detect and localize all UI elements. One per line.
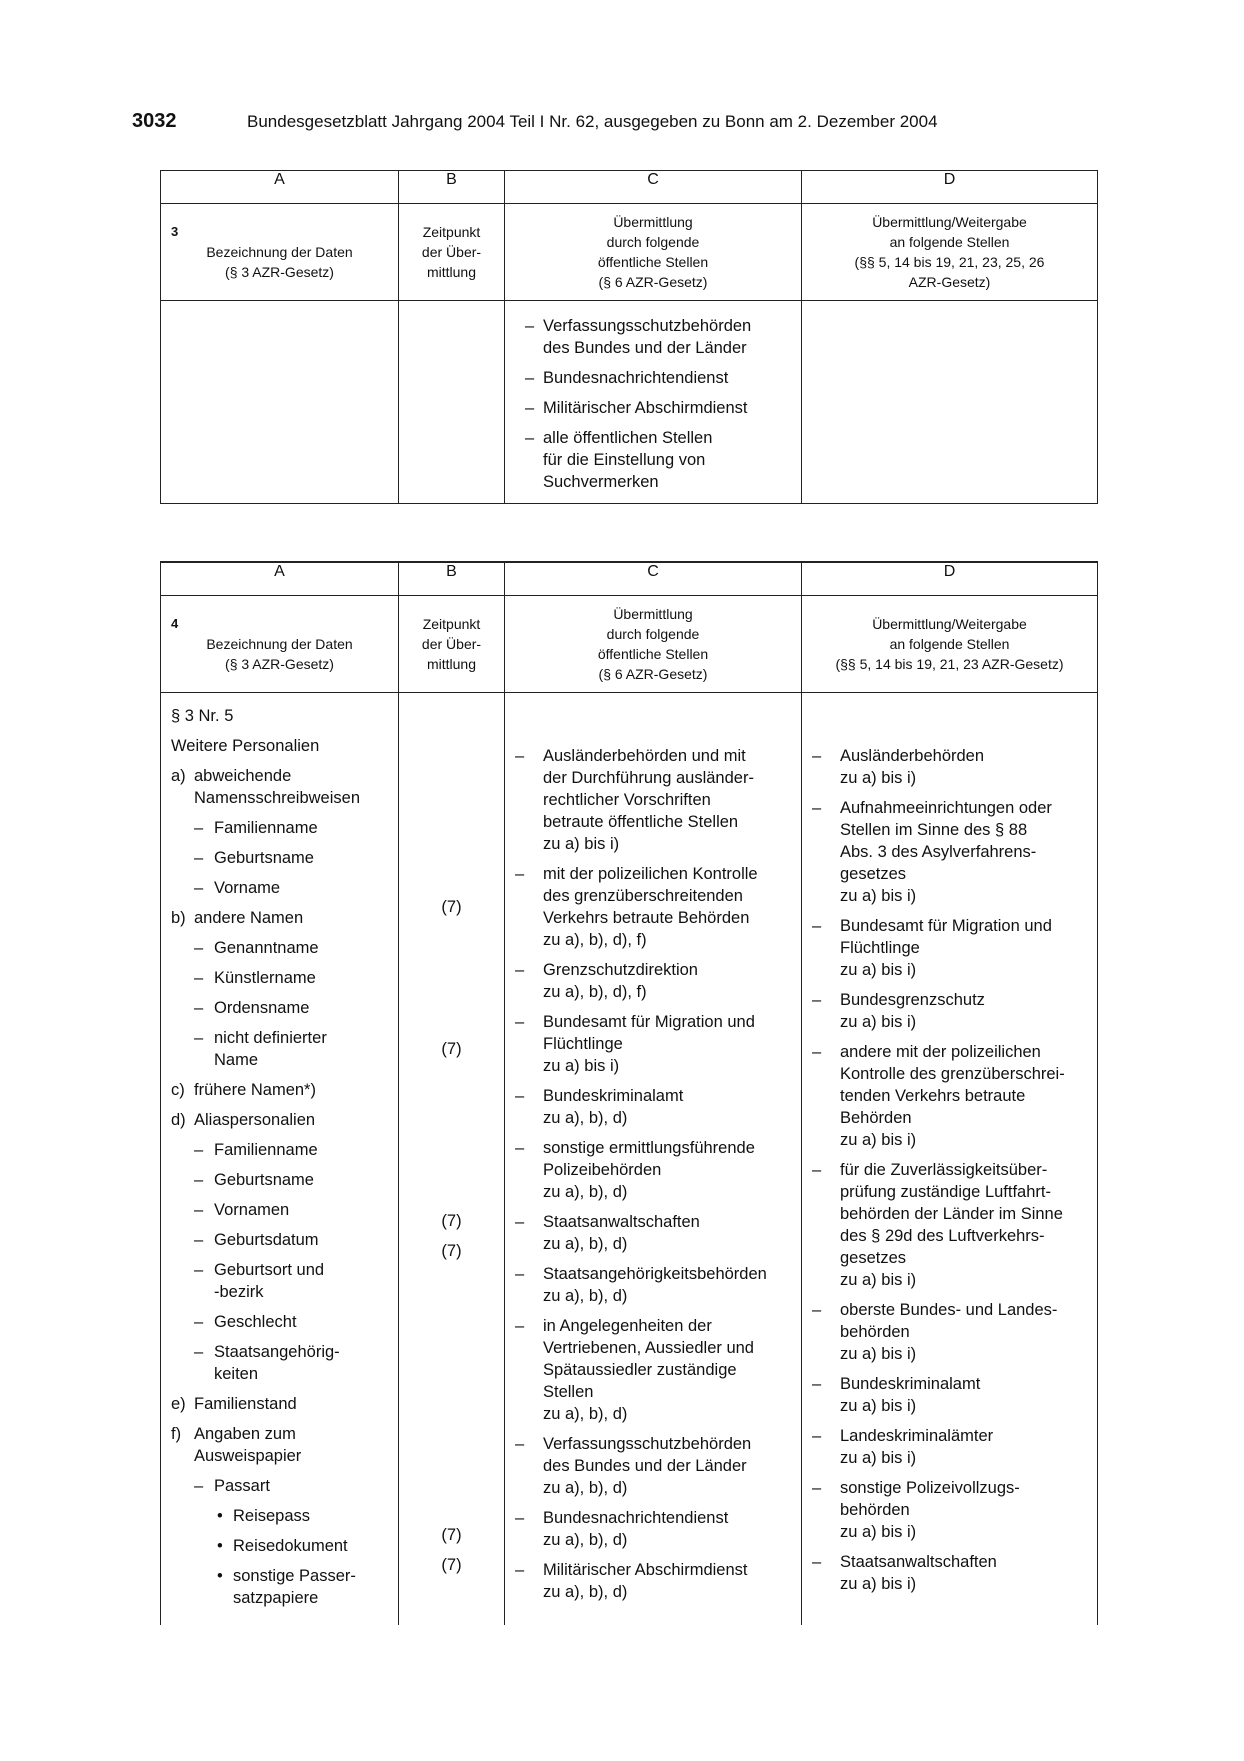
item-line: Bundesnachrichtendienst — [543, 369, 729, 387]
column-letter: B — [399, 562, 505, 596]
list-item — [515, 959, 795, 1003]
dash-marker: – — [525, 317, 535, 335]
item-line: Polizeibehörden — [543, 1161, 662, 1179]
data-item — [171, 817, 398, 839]
data-item — [171, 1423, 398, 1467]
list-item — [515, 367, 795, 389]
data-item — [171, 907, 398, 929]
col-c-cell — [505, 693, 802, 1626]
item-line: andere Namen — [194, 909, 304, 927]
item-line: keiten — [214, 1365, 259, 1383]
dash-marker: – — [812, 1553, 822, 1571]
list-item — [515, 863, 795, 951]
column-letter: B — [399, 171, 505, 204]
item-line: des § 29d des Luftverkehrs- — [840, 1227, 1045, 1245]
item-label: d) — [171, 1111, 186, 1129]
row-number: 4 — [171, 616, 179, 631]
data-item — [171, 997, 398, 1019]
dash-marker: – — [812, 917, 822, 935]
item-marker: – — [194, 1343, 204, 1361]
data-item — [171, 1109, 398, 1131]
list-item — [515, 1085, 795, 1129]
list-item — [515, 1011, 795, 1077]
column-header-row — [161, 204, 1098, 301]
col-c-cell — [505, 301, 802, 504]
item-line: Passart — [214, 1477, 270, 1495]
item-line: mit der polizeilichen Kontrolle — [543, 865, 758, 883]
header-line: AZR-Gesetz) — [908, 274, 991, 290]
list-item — [515, 1263, 795, 1307]
item-line: betraute öffentliche Stellen — [543, 813, 739, 831]
list-item — [515, 1507, 795, 1551]
table-body-row — [161, 693, 1098, 1626]
item-line: Flüchtlinge — [840, 939, 920, 957]
item-line: Ordensname — [214, 999, 310, 1017]
item-marker: – — [194, 819, 204, 837]
item-line: satzpapiere — [233, 1589, 319, 1607]
item-line: zu a), b), d) — [543, 1531, 628, 1549]
list-item — [812, 1373, 1091, 1417]
data-item — [171, 847, 398, 869]
list-item — [515, 745, 795, 855]
list-item — [812, 1477, 1091, 1543]
item-line: Geschlecht — [214, 1313, 297, 1331]
table-body-row — [161, 301, 1098, 504]
list-item — [812, 745, 1091, 789]
item-line: Ausländerbehörden — [840, 747, 985, 765]
item-line: zu a), b), d) — [543, 1287, 628, 1305]
item-line: zu a) bis i) — [840, 1575, 917, 1593]
list-item — [812, 1041, 1091, 1151]
item-line: Bundesamt für Migration und — [543, 1013, 755, 1031]
dash-marker: – — [515, 1509, 525, 1527]
item-line: Aliaspersonalien — [194, 1111, 316, 1129]
data-item — [171, 1565, 398, 1609]
dash-marker: – — [515, 1087, 525, 1105]
column-letter: D — [802, 562, 1098, 596]
item-line: Verkehrs betraute Behörden — [543, 909, 750, 927]
item-line: Verfassungsschutzbehörden — [543, 1435, 752, 1453]
receiving-agencies-list — [802, 693, 1097, 1603]
list-item — [515, 1211, 795, 1255]
item-line: zu a), b), d) — [543, 1109, 628, 1127]
item-label: e) — [171, 1395, 186, 1413]
item-line: tenden Verkehrs betraute — [840, 1087, 1026, 1105]
item-line: Reisepass — [233, 1507, 311, 1525]
transmitting-agencies-list — [505, 693, 801, 1611]
item-line: Namensschreibweisen — [194, 789, 360, 807]
header-line: (§§ 5, 14 bis 19, 21, 23 AZR-Gesetz) — [835, 656, 1064, 672]
dash-marker: – — [515, 1561, 525, 1579]
dash-marker: – — [515, 1213, 525, 1231]
item-line: Verfassungsschutzbehörden — [543, 317, 752, 335]
dash-marker: – — [515, 1317, 525, 1335]
item-marker: • — [217, 1507, 223, 1525]
item-line: zu a), b), d) — [543, 1405, 628, 1423]
header-line: Bezeichnung der Daten — [206, 636, 353, 652]
data-item — [171, 1505, 398, 1527]
column-letter-row — [161, 171, 1098, 204]
col-c-header — [505, 204, 801, 300]
data-item — [171, 765, 398, 809]
item-line: Bundeskriminalamt — [543, 1087, 684, 1105]
item-marker: – — [194, 1231, 204, 1249]
dash-marker: – — [525, 399, 535, 417]
list-item — [515, 1137, 795, 1203]
item-line: Bundesgrenzschutz — [840, 991, 985, 1009]
col-a-cell — [161, 301, 399, 504]
list-item — [812, 1159, 1091, 1291]
item-line: -bezirk — [214, 1283, 264, 1301]
transfer-time-value: (7) — [441, 1242, 462, 1260]
item-line: Vertriebenen, Aussiedler und — [543, 1339, 754, 1357]
col-d-header — [802, 596, 1097, 692]
item-line: Behörden — [840, 1109, 912, 1127]
item-marker: • — [217, 1537, 223, 1555]
item-line: Abs. 3 des Asylverfahrens- — [840, 843, 1037, 861]
data-item — [171, 937, 398, 959]
header-line: (§ 6 AZR-Gesetz) — [598, 274, 708, 290]
transfer-time-value: (7) — [441, 1556, 462, 1574]
header-line: Übermittlung — [613, 606, 693, 622]
item-line: Bundesamt für Migration und — [840, 917, 1052, 935]
transfer-time-value: (7) — [441, 898, 462, 916]
header-line: (§ 6 AZR-Gesetz) — [598, 666, 708, 682]
col-b-header — [399, 596, 504, 692]
item-line: Ausweispapier — [194, 1447, 302, 1465]
item-line: des grenzüberschreitenden — [543, 887, 743, 905]
col-d-header — [802, 204, 1097, 300]
item-line: für die Einstellung von — [543, 451, 706, 469]
item-line: Vorname — [214, 879, 281, 897]
item-line: zu a) bis i) — [543, 1057, 620, 1075]
dash-marker: – — [515, 1139, 525, 1157]
item-marker: – — [194, 999, 204, 1017]
item-line: Militärischer Abschirmdienst — [543, 399, 748, 417]
item-line: Staatsangehörig- — [214, 1343, 340, 1361]
item-line: § 3 Nr. 5 — [171, 707, 234, 725]
item-line: der Durchführung ausländer- — [543, 769, 754, 787]
item-line: Spätaussiedler zuständige — [543, 1361, 737, 1379]
dash-marker: – — [812, 1301, 822, 1319]
item-line: Name — [214, 1051, 259, 1069]
item-line: Staatsanwaltschaften — [543, 1213, 700, 1231]
data-item — [171, 705, 398, 727]
item-line: Familienname — [214, 819, 318, 837]
item-line: sonstige ermittlungsführende — [543, 1139, 755, 1157]
item-line: Ausländerbehörden und mit — [543, 747, 746, 765]
dash-marker: – — [525, 369, 535, 387]
header-line: der Über- — [421, 244, 482, 260]
list-item — [812, 915, 1091, 981]
dash-marker: – — [812, 1479, 822, 1497]
header-line: (§ 3 AZR-Gesetz) — [225, 264, 334, 280]
list-item — [515, 1433, 795, 1499]
item-marker: – — [194, 879, 204, 897]
dash-marker: – — [812, 1161, 822, 1179]
item-marker: – — [194, 1141, 204, 1159]
col-d-cell — [802, 301, 1098, 504]
data-item — [171, 1341, 398, 1385]
item-line: sonstige Polizeivollzugs- — [840, 1479, 1020, 1497]
data-item — [171, 1259, 398, 1303]
item-line: Familienstand — [194, 1395, 297, 1413]
item-line: Grenzschutzdirektion — [543, 961, 698, 979]
col-d-cell — [802, 693, 1098, 1626]
item-line: in Angelegenheiten der — [543, 1317, 712, 1335]
header-line: Übermittlung/Weitergabe — [872, 616, 1027, 632]
column-letter-row — [161, 562, 1098, 596]
data-item — [171, 967, 398, 989]
list-item — [812, 1425, 1091, 1469]
page-header — [132, 110, 1094, 136]
list-item — [812, 797, 1091, 907]
row-number: 3 — [171, 224, 179, 239]
header-line: durch folgende — [606, 626, 700, 642]
item-line: Staatsangehörigkeitsbehörden — [543, 1265, 767, 1283]
dash-marker: – — [515, 865, 525, 883]
item-line: Vornamen — [214, 1201, 290, 1219]
column-letter: C — [505, 562, 802, 596]
item-line: gesetzes — [840, 865, 907, 883]
column-letter: A — [161, 171, 399, 204]
item-line: zu a), b), d) — [543, 1183, 628, 1201]
header-line: an folgende Stellen — [889, 636, 1010, 652]
item-marker: – — [194, 969, 204, 987]
item-line: zu a) bis i) — [840, 1523, 917, 1541]
list-item — [812, 989, 1091, 1033]
item-line: des Bundes und der Länder — [543, 1457, 747, 1475]
item-line: zu a) bis i) — [543, 835, 620, 853]
item-line: zu a) bis i) — [840, 887, 917, 905]
item-line: Geburtsname — [214, 1171, 314, 1189]
header-line: durch folgende — [606, 234, 700, 250]
item-marker: – — [194, 849, 204, 867]
item-marker: • — [217, 1567, 223, 1585]
item-line: zu a) bis i) — [840, 1397, 917, 1415]
item-line: Geburtsdatum — [214, 1231, 319, 1249]
item-line: behörden — [840, 1501, 910, 1519]
dash-marker: – — [812, 1427, 822, 1445]
dash-marker: – — [812, 747, 822, 765]
item-line: Kontrolle des grenzüberschrei- — [840, 1065, 1065, 1083]
item-line: Weitere Personalien — [171, 737, 320, 755]
item-line: nicht definierter — [214, 1029, 327, 1047]
item-line: Militärischer Abschirmdienst — [543, 1561, 748, 1579]
transfer-time-value: (7) — [441, 1526, 462, 1544]
col-b-cell — [399, 693, 505, 1626]
item-line: Stellen — [543, 1383, 594, 1401]
item-line: Flüchtlinge — [543, 1035, 623, 1053]
item-line: behörden — [840, 1323, 910, 1341]
dash-marker: – — [812, 799, 822, 817]
dash-marker: – — [515, 1265, 525, 1283]
list-item — [515, 427, 795, 493]
dash-marker: – — [515, 961, 525, 979]
item-line: zu a), b), d), f) — [543, 983, 647, 1001]
list-item — [812, 1299, 1091, 1365]
list-item — [515, 1315, 795, 1425]
data-item — [171, 1199, 398, 1221]
item-line: sonstige Passer- — [233, 1567, 356, 1585]
item-line: Bundeskriminalamt — [840, 1375, 981, 1393]
dash-marker: – — [812, 1375, 822, 1393]
item-line: zu a) bis i) — [840, 769, 917, 787]
item-line: Landeskriminalämter — [840, 1427, 994, 1445]
item-line: andere mit der polizeilichen — [840, 1043, 1041, 1061]
column-letter: D — [802, 171, 1098, 204]
data-item — [171, 1139, 398, 1161]
item-line: oberste Bundes- und Landes- — [840, 1301, 1058, 1319]
data-item — [171, 1311, 398, 1333]
item-line: Geburtsort und — [214, 1261, 325, 1279]
item-marker: – — [194, 1029, 204, 1047]
dash-marker: – — [515, 747, 525, 765]
item-line: Stellen im Sinne des § 88 — [840, 821, 1028, 839]
item-line: abweichende — [194, 767, 292, 785]
header-line: Bezeichnung der Daten — [206, 244, 353, 260]
data-table-4 — [160, 561, 1098, 1625]
item-line: für die Zuverlässigkeitsüber- — [840, 1161, 1048, 1179]
item-line: rechtlicher Vorschriften — [543, 791, 711, 809]
header-line: Übermittlung/Weitergabe — [872, 214, 1027, 230]
data-item — [171, 1079, 398, 1101]
header-line: öffentliche Stellen — [597, 254, 709, 270]
item-line: zu a) bis i) — [840, 1345, 917, 1363]
item-line: Künstlername — [214, 969, 316, 987]
data-table-3 — [160, 170, 1098, 504]
header-line: öffentliche Stellen — [597, 646, 709, 662]
item-line: zu a) bis i) — [840, 1131, 917, 1149]
column-header-row — [161, 596, 1098, 693]
item-line: zu a), b), d) — [543, 1235, 628, 1253]
data-item — [171, 1169, 398, 1191]
dash-marker: – — [525, 429, 535, 447]
dash-marker: – — [812, 1043, 822, 1061]
header-line: Übermittlung — [613, 214, 693, 230]
list-item — [812, 1551, 1091, 1595]
item-line: Geburtsname — [214, 849, 314, 867]
item-line: Staatsanwaltschaften — [840, 1553, 997, 1571]
list-item — [515, 397, 795, 419]
page-number: 3032 — [132, 110, 177, 132]
col-a-header — [161, 204, 398, 300]
item-line: Angaben zum — [194, 1425, 296, 1443]
data-item — [171, 1535, 398, 1557]
item-line: Familienname — [214, 1141, 318, 1159]
item-line: zu a) bis i) — [840, 1449, 917, 1467]
item-line: zu a) bis i) — [840, 1271, 917, 1289]
item-line: zu a) bis i) — [840, 961, 917, 979]
col-b-header — [399, 204, 504, 300]
data-item — [171, 1475, 398, 1497]
item-line: zu a), b), d) — [543, 1479, 628, 1497]
transfer-time-value: (7) — [441, 1040, 462, 1058]
list-item — [515, 1559, 795, 1603]
item-line: Aufnahmeeinrichtungen oder — [840, 799, 1052, 817]
transfer-time-value: (7) — [441, 1212, 462, 1230]
item-label: c) — [171, 1081, 185, 1099]
item-label: b) — [171, 909, 186, 927]
item-marker: – — [194, 1477, 204, 1495]
item-marker: – — [194, 1171, 204, 1189]
item-line: des Bundes und der Länder — [543, 339, 747, 357]
item-label: f) — [171, 1425, 182, 1443]
col-a-header — [161, 596, 398, 692]
item-line: zu a) bis i) — [840, 1013, 917, 1031]
header-line: mittlung — [426, 656, 477, 672]
item-label: a) — [171, 767, 186, 785]
dash-marker: – — [515, 1435, 525, 1453]
column-letter: A — [161, 562, 399, 596]
item-marker: – — [194, 1201, 204, 1219]
data-item — [171, 1027, 398, 1071]
dash-marker: – — [515, 1013, 525, 1031]
column-letter: C — [505, 171, 802, 204]
item-line: gesetzes — [840, 1249, 907, 1267]
list-item — [515, 315, 795, 359]
header-line: (§ 3 AZR-Gesetz) — [225, 656, 334, 672]
header-line: an folgende Stellen — [889, 234, 1010, 250]
gazette-title: Bundesgesetzblatt Jahrgang 2004 Teil I Nr. 62, ausgegeben zu Bonn am 2. Dezember 2004 — [247, 112, 938, 131]
data-item-list — [161, 693, 398, 1625]
item-line: alle öffentlichen Stellen — [543, 429, 713, 447]
item-marker: – — [194, 939, 204, 957]
item-line: prüfung zuständige Luftfahrt- — [840, 1183, 1051, 1201]
item-line: frühere Namen*) — [194, 1081, 316, 1099]
recipient-list — [505, 301, 801, 503]
item-line: zu a), b), d) — [543, 1583, 628, 1601]
dash-marker: – — [812, 991, 822, 1009]
item-line: behörden der Länder im Sinne — [840, 1205, 1063, 1223]
header-line: Zeitpunkt — [422, 224, 481, 240]
col-a-cell — [161, 693, 399, 1626]
item-line: Suchvermerken — [543, 473, 659, 491]
header-line: mittlung — [426, 264, 477, 280]
item-marker: – — [194, 1261, 204, 1279]
col-c-header — [505, 596, 801, 692]
data-item — [171, 877, 398, 899]
data-item — [171, 1393, 398, 1415]
item-marker: – — [194, 1313, 204, 1331]
item-line: Bundesnachrichtendienst — [543, 1509, 729, 1527]
header-line: der Über- — [421, 636, 482, 652]
item-line: zu a), b), d), f) — [543, 931, 647, 949]
item-line: Genanntname — [214, 939, 319, 957]
data-item — [171, 1229, 398, 1251]
header-line: (§§ 5, 14 bis 19, 21, 23, 25, 26 — [854, 254, 1045, 270]
col-b-cell — [399, 301, 505, 504]
data-item — [171, 735, 398, 757]
item-line: Reisedokument — [233, 1537, 348, 1555]
header-line: Zeitpunkt — [422, 616, 481, 632]
